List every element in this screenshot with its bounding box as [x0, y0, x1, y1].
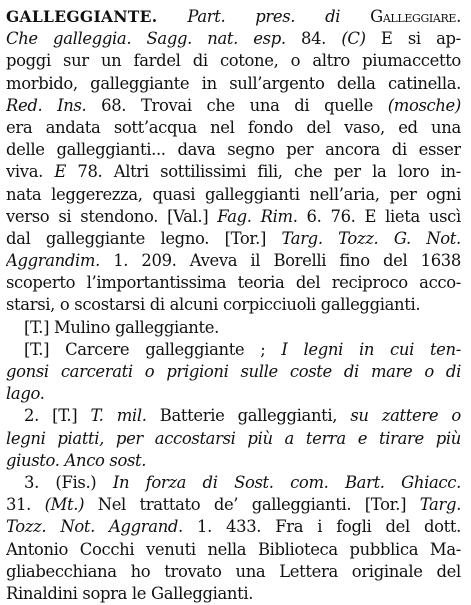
entry-text: Rinaldini — [6, 583, 83, 603]
entry-text: teoria — [237, 273, 285, 293]
entry-text: 1. — [113, 251, 129, 271]
entry-text: galleggianti. — [320, 295, 421, 315]
entry-text: del — [385, 517, 410, 537]
italic-text: Red. — [6, 95, 43, 115]
entry-text: stendono. — [80, 206, 159, 226]
italic-text: accostarsi — [154, 428, 236, 448]
entry-line — [6, 161, 461, 183]
entry-text: starsi, — [6, 295, 60, 315]
entry-text: che — [206, 95, 235, 115]
entry-line — [6, 117, 461, 139]
italic-text: Bart. — [344, 472, 385, 492]
italic-text: lago. — [6, 384, 45, 404]
entry-text: i — [317, 517, 323, 537]
italic-text: nat. — [207, 29, 238, 49]
entry-text: 6. — [306, 206, 322, 226]
entry-text: viva. — [6, 162, 43, 182]
italic-text: carcerati — [60, 362, 133, 381]
italic-text: Rim. — [260, 206, 298, 226]
italic-text: esp. — [253, 29, 286, 49]
entry-text: galleggiante. — [115, 317, 219, 337]
entry-line — [6, 361, 461, 383]
italic-text: (Mt.) — [44, 495, 85, 515]
entry-text: ogni — [426, 184, 461, 204]
entry-text: Galleggianti. — [151, 583, 254, 603]
entry-text: 1638 — [420, 251, 461, 271]
entry-text: fili, — [257, 162, 283, 182]
entry-text: dal — [6, 228, 31, 248]
entry-text: il — [250, 251, 261, 271]
entry-text: o — [290, 51, 301, 71]
entry-line — [6, 184, 461, 206]
entry-text: (Fis.) — [55, 472, 97, 492]
entry-text: Biblioteca — [257, 539, 338, 559]
entry-text: l’importantissima — [86, 273, 227, 293]
italic-text: coste — [289, 362, 332, 381]
entry-text: sottilissimi — [160, 162, 246, 182]
entry-text: si — [407, 29, 421, 49]
italic-text: In — [112, 472, 130, 492]
entry-text: quelle — [324, 95, 373, 115]
entry-text: fardel — [133, 51, 181, 71]
italic-text: Not. — [426, 228, 461, 248]
entry-text: che — [294, 162, 323, 182]
entry-text: sur — [63, 51, 89, 71]
entry-text: scoperto — [6, 273, 76, 293]
entry-text: 78. — [77, 162, 103, 182]
italic-text: Aggrand. — [109, 517, 183, 537]
entry-text: corpicciuoli — [222, 295, 321, 315]
entry-text: la — [372, 162, 387, 182]
italic-text: zattere — [381, 406, 439, 426]
italic-text: G. — [393, 228, 411, 248]
entry-line — [6, 228, 461, 250]
italic-text: Targ. — [419, 495, 461, 515]
entry-line — [6, 28, 461, 50]
italic-text: giusto. — [6, 450, 65, 470]
entry-text: E — [380, 29, 393, 49]
entry-text: galleggiante — [145, 339, 245, 359]
entry-text: per — [286, 140, 314, 160]
entry-text: ap- — [436, 29, 461, 49]
entry-text: della — [336, 73, 376, 93]
entry-text: sull’argento — [229, 73, 325, 93]
entry-text: del — [382, 251, 408, 271]
italic-text: Che — [6, 29, 38, 49]
entry-line — [6, 6, 461, 28]
entry-text: [Val.] — [167, 206, 209, 226]
entry-text: [Tor.] — [224, 228, 267, 248]
entry-text: E — [364, 206, 377, 226]
italic-text: com. — [290, 472, 329, 492]
italic-text: Sagg. — [146, 29, 192, 49]
italic-text: sost. — [109, 450, 147, 470]
italic-text: prigioni — [166, 362, 229, 381]
entry-text: Aveva — [189, 251, 238, 271]
entry-line — [6, 339, 461, 361]
entry-text: legno. — [160, 228, 210, 248]
entry-line — [6, 50, 461, 72]
entry-text: quasi — [152, 184, 196, 204]
entry-line — [6, 516, 461, 538]
entry-line — [6, 317, 461, 339]
entry-text: Trovai — [140, 95, 192, 115]
entry-text: 433. — [226, 517, 262, 537]
italic-text: Anco — [64, 450, 110, 470]
entry-text: 2. — [24, 406, 39, 426]
entry-text: piumaccetto — [362, 51, 461, 71]
entry-text: 84. — [301, 29, 327, 49]
entry-text: Nel — [97, 495, 126, 515]
italic-text: piatti, — [57, 428, 105, 448]
entry-text: fogli — [336, 517, 372, 537]
entry-text: 76. — [330, 206, 356, 226]
entry-text: acco- — [419, 273, 461, 293]
entry-text: di — [192, 51, 208, 71]
entry-line — [6, 472, 461, 494]
entry-text: scostarsi — [74, 295, 150, 315]
entry-text: le — [131, 583, 152, 603]
entry-text: [T.] — [24, 339, 50, 359]
entry-text: per — [389, 184, 417, 204]
entry-text: ed — [398, 117, 418, 137]
italic-text: sulle — [240, 362, 278, 381]
italic-text: più — [435, 428, 461, 448]
entry-line — [6, 539, 461, 561]
entry-text: esser — [418, 140, 461, 160]
entry-text: nell’aria, — [309, 184, 380, 204]
italic-text: di — [343, 362, 359, 381]
entry-text: morbido, — [6, 73, 78, 93]
italic-text: T. — [90, 406, 104, 426]
entry-text: 1. — [197, 517, 212, 537]
italic-text: più — [247, 428, 273, 448]
entry-text: uscì — [428, 206, 461, 226]
entry-text: Lettera — [279, 561, 338, 581]
entry-text: poggi — [6, 51, 51, 71]
entry-line — [6, 139, 461, 161]
entry-text: galleggiante — [45, 228, 145, 248]
italic-text: o — [424, 362, 434, 381]
entry-text: delle — [6, 140, 45, 160]
entry-text: Fra — [275, 517, 304, 537]
entry-text: del — [295, 273, 321, 293]
entry-text: dava — [177, 140, 216, 160]
entry-text: verso — [6, 206, 50, 226]
entry-text: [T.] — [24, 317, 54, 337]
italic-text: di — [445, 362, 461, 381]
italic-text: Aggrandim. — [6, 251, 100, 271]
entry-text: nella — [207, 539, 247, 559]
italic-text: su — [350, 406, 369, 426]
entry-text: ho — [130, 561, 151, 581]
entry-text: galleggianti... — [56, 140, 166, 160]
headword: GALLEGGIANTE. — [6, 7, 158, 26]
entry-line — [6, 95, 461, 117]
italic-text: Ghiacc. — [401, 472, 461, 492]
entry-text: altro — [312, 51, 350, 71]
entry-text: galleggianti, — [237, 406, 338, 426]
italic-text: Sost. — [234, 472, 274, 492]
small-caps-text: Galleggiare. — [370, 7, 461, 26]
entry-text: Mulino — [53, 317, 115, 337]
italic-text: legni — [6, 428, 46, 448]
entry-text: 3. — [24, 472, 39, 492]
entry-text: andata — [45, 117, 101, 137]
entry-text: si — [58, 206, 72, 226]
entry-text: Batterie — [159, 406, 225, 426]
entry-line — [6, 206, 461, 228]
entry-text: trattato — [139, 495, 201, 515]
italic-text: per — [115, 428, 143, 448]
entry-text: un — [100, 51, 122, 71]
italic-text: gonsi — [6, 362, 49, 381]
entry-text: dott. — [423, 517, 461, 537]
italic-text: Fag. — [217, 206, 252, 226]
italic-text: Ins. — [57, 95, 87, 115]
italic-text: e — [357, 428, 368, 448]
entry-text: nata — [6, 184, 42, 204]
italic-text: E — [54, 162, 66, 182]
entry-text: galleggianti — [204, 184, 300, 204]
italic-text: mare — [370, 362, 413, 381]
entry-text: gliabecchiana — [6, 561, 117, 581]
italic-text: di — [202, 472, 218, 492]
entry-text: alcuni — [169, 295, 223, 315]
entry-text: [Tor.] — [364, 495, 407, 515]
entry-line — [6, 494, 461, 516]
italic-text: tirare — [378, 428, 424, 448]
italic-text: terra — [305, 428, 346, 448]
entry-text: del — [436, 561, 461, 581]
entry-text: leggerezza, — [51, 184, 143, 204]
italic-text: cui — [390, 339, 414, 359]
entry-text: di — [294, 95, 310, 115]
entry-text: cotone, — [219, 51, 279, 71]
entry-text: Altri — [113, 162, 149, 182]
entry-text: sott’acqua — [113, 117, 197, 137]
entry-text: Antonio — [6, 539, 69, 559]
entry-text: ancora — [325, 140, 380, 160]
entry-line — [6, 561, 461, 583]
italic-text: a — [284, 428, 294, 448]
entry-text: loro — [397, 162, 430, 182]
entry-line — [6, 405, 461, 427]
entry-text: di — [149, 295, 170, 315]
italic-text: Not. — [60, 517, 95, 537]
italic-text: I — [281, 339, 288, 359]
italic-text: ten- — [429, 339, 461, 359]
entry-text: originale — [351, 561, 423, 581]
entry-text: lieta — [385, 206, 420, 226]
entry-text: 31. — [6, 495, 32, 515]
entry-text: pubblica — [349, 539, 419, 559]
entry-line — [6, 583, 461, 605]
entry-text: una — [249, 95, 280, 115]
entry-text: per — [333, 162, 361, 182]
italic-text: legni — [303, 339, 343, 359]
italic-text: galleggia. — [53, 29, 132, 49]
italic-text: o — [451, 406, 461, 426]
entry-text: 68. — [101, 95, 127, 115]
entry-line — [6, 450, 461, 472]
entry-line — [6, 73, 461, 95]
entry-text: Cocchi — [79, 539, 135, 559]
italic-text: Tozz. — [6, 517, 47, 537]
entry-text: nel — [210, 117, 235, 137]
entry-text: o — [59, 295, 75, 315]
entry-text: una — [431, 117, 461, 137]
italic-text: mil. — [116, 406, 147, 426]
entry-text: venuti — [145, 539, 196, 559]
entry-line — [6, 428, 461, 450]
italic-text: Part. — [187, 7, 226, 26]
entry-text: catinella. — [387, 73, 461, 93]
entry-body — [6, 6, 461, 605]
entry-text: reciproco — [331, 273, 408, 293]
entry-text: di — [391, 140, 407, 160]
entry-text: 209. — [141, 251, 177, 271]
entry-text: fondo — [247, 117, 293, 137]
entry-text: Carcere — [65, 339, 130, 359]
entry-text: Borelli — [273, 251, 327, 271]
italic-text: di — [325, 7, 341, 26]
italic-text: in — [358, 339, 375, 359]
entry-line — [6, 272, 461, 294]
entry-line — [6, 250, 461, 272]
italic-text: (C) — [341, 29, 366, 49]
entry-text: galleggiante — [90, 73, 190, 93]
italic-text: o — [144, 362, 155, 381]
entry-text: fino — [339, 251, 370, 271]
italic-text: (mosche) — [387, 95, 461, 115]
entry-line — [6, 383, 461, 405]
entry-text: Ma- — [429, 539, 461, 559]
entry-text: in- — [440, 162, 461, 182]
entry-text: del — [306, 117, 331, 137]
entry-text: [T.] — [52, 406, 78, 426]
entry-text: trovato — [164, 561, 222, 581]
entry-text: una — [235, 561, 266, 581]
entry-text: de’ — [213, 495, 239, 515]
italic-text: forza — [145, 472, 187, 492]
entry-text: era — [6, 117, 33, 137]
entry-text: sopra — [82, 583, 132, 603]
entry-text: vaso, — [344, 117, 385, 137]
italic-text: Tozz. — [338, 228, 379, 248]
entry-line — [6, 294, 461, 316]
italic-text: pres. — [255, 7, 296, 26]
italic-text: Targ. — [281, 228, 323, 248]
entry-text: in — [201, 73, 217, 93]
entry-text: segno — [227, 140, 275, 160]
entry-text: galleggianti. — [251, 495, 352, 515]
entry-text: ; — [260, 339, 266, 359]
